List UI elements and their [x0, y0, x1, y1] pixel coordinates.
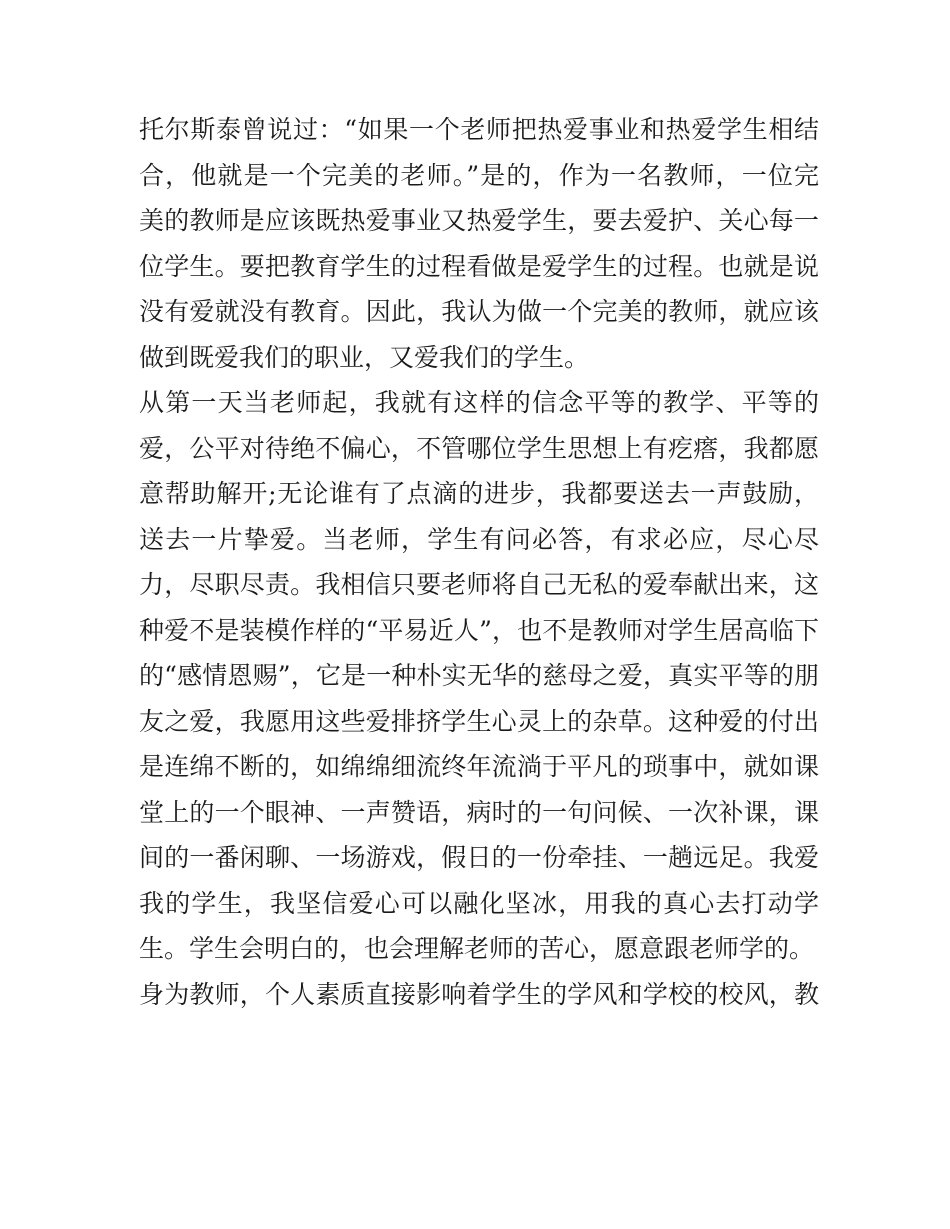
text-line: 位学生。要把教育学生的过程看做是爱学生的过程。也就是说 — [139, 251, 819, 281]
text-line: 身为教师，个人素质直接影响着学生的学风和学校的校风，教 — [139, 979, 819, 1009]
text-line: 没有爱就没有教育。因此，我认为做一个完美的教师，就应该 — [139, 297, 819, 326]
text-line: 是连绵不断的，如绵绵细流终年流淌于平凡的琐事中，就如课 — [139, 752, 819, 781]
text-line: 力，尽职尽责。我相信只要老师将自己无私的爱奉献出来，这 — [139, 570, 819, 599]
text-line: 合，他就是一个完美的老师。”是的，作为一名教师，一位完 — [139, 160, 819, 190]
text-line: 意帮助解开;无论谁有了点滴的进步，我都要送去一声鼓励， — [139, 479, 819, 508]
text-line: 从第一天当老师起，我就有这样的信念平等的教学、平等的 — [139, 388, 819, 417]
text-line: 托尔斯泰曾说过：“如果一个老师把热爱事业和热爱学生相结 — [139, 115, 819, 144]
text-line: 送去一片挚爱。当老师，学生有问必答，有求必应，尽心尽 — [139, 524, 819, 554]
text-line: 美的教师是应该既热爱事业又热爱学生，要去爱护、关心每一 — [139, 206, 819, 235]
text-line: 的“感情恩赐”，它是一种朴实无华的慈母之爱，真实平等的朋 — [139, 661, 819, 690]
text-line: 友之爱，我愿用这些爱排挤学生心灵上的杂草。这种爱的付出 — [139, 706, 819, 736]
text-line: 做到既爱我们的职业，又爱我们的学生。 — [139, 342, 590, 372]
paragraph-1 — [139, 107, 819, 380]
paragraph-2 — [139, 380, 819, 972]
text-line: 生。学生会明白的，也会理解老师的苦心，愿意跟老师学的。 — [139, 934, 815, 963]
text-line: 堂上的一个眼神、一声赞语，病时的一句问候、一次补课，课 — [139, 797, 819, 827]
text-line: 间的一番闲聊、一场游戏，假日的一份牵挂、一趟远足。我爱 — [139, 843, 819, 872]
text-line: 种爱不是装模作样的“平易近人”，也不是教师对学生居高临下 — [139, 615, 819, 645]
paragraph-3 — [139, 972, 819, 1018]
text-line: 我的学生，我坚信爱心可以融化坚冰，用我的真心去打动学 — [139, 888, 819, 918]
body-text — [139, 107, 819, 1017]
text-line: 爱，公平对待绝不偏心，不管哪位学生思想上有疙瘩，我都愿 — [139, 433, 819, 463]
